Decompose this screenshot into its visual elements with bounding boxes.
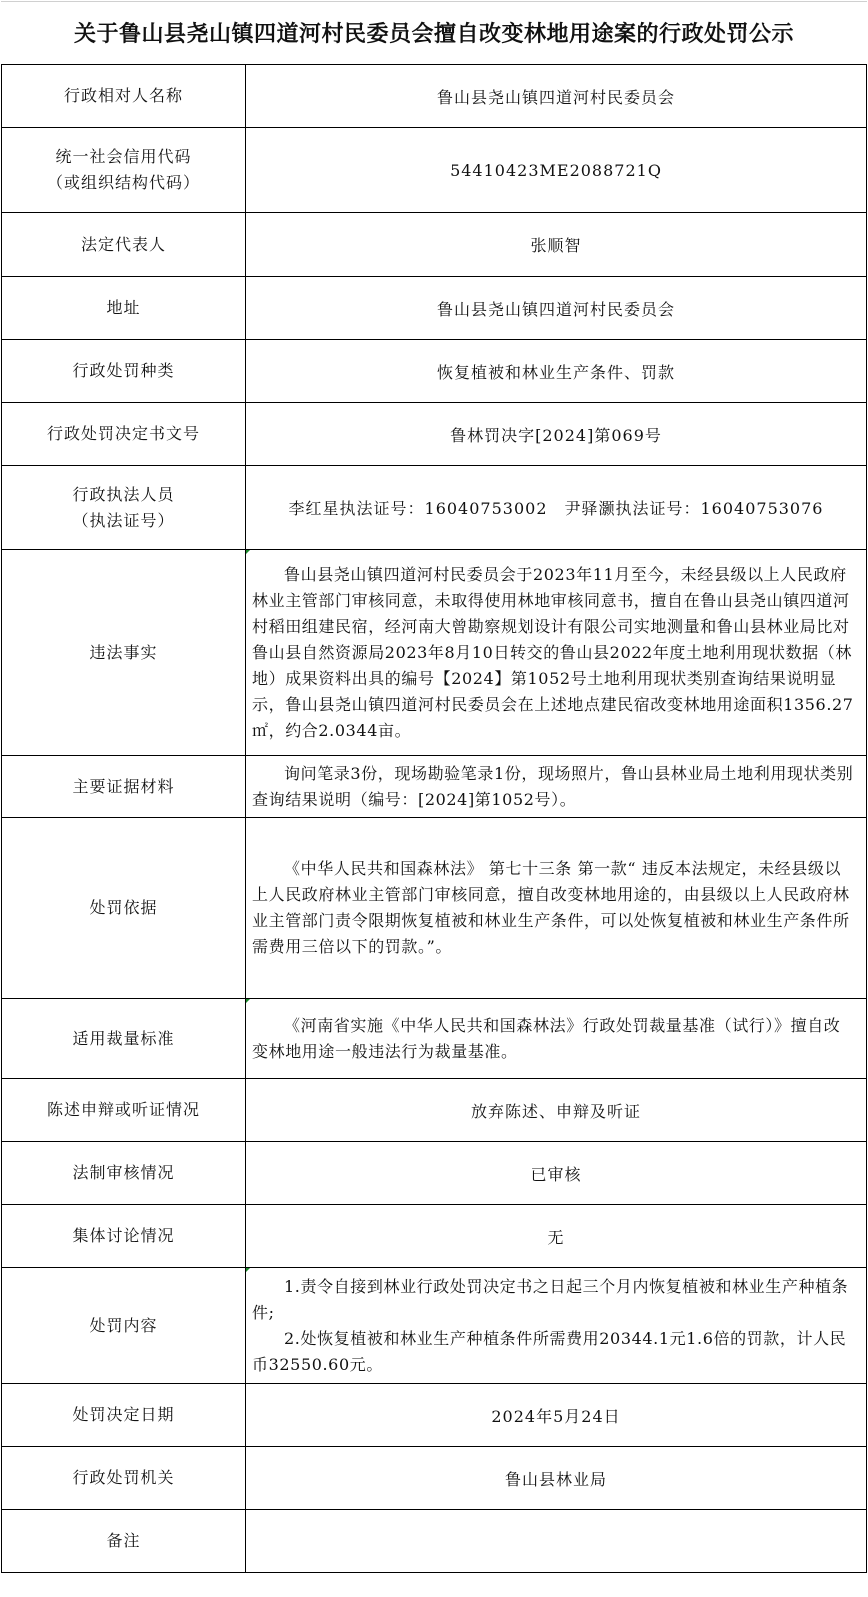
- label-remarks: 备注: [2, 1510, 246, 1573]
- value-basis: [246, 818, 867, 999]
- row-decision-number: [2, 403, 867, 466]
- label-officers: [2, 466, 246, 550]
- facts-text: 鲁山县尧山镇四道河村民委员会于2023年11月至今，未经县级以上人民政府林业主管部门审核同意，未取得使用林地审核同意书，擅自在鲁山县尧山镇四道河村稻田组建民宿，经河南大曾勘察规划设计有限公司实地测量和鲁山县林业局比对鲁山县自然资源局2023年8月10日转交的鲁山县2022年度土地利用现状数据（林地）成果资料出具的编号【2024】第1052号土地利用现状类别查询结果说明显示，鲁山县尧山镇四道河村民委员会在上述地点建民宿改变林地用途面积1356.27㎡，约合2.0344亩。: [252, 564, 854, 740]
- value-standard: [246, 999, 867, 1079]
- corner-mark: [246, 999, 250, 1003]
- row-credit-code: [2, 128, 867, 213]
- value-decision-number: 鲁林罚决字[2024]第069号: [246, 403, 867, 466]
- corner-mark: [246, 550, 250, 554]
- label-credit-code-line2: （或组织结构代码）: [46, 173, 200, 192]
- label-penalty-type: 行政处罚种类: [2, 340, 246, 403]
- label-standard: 适用裁量标准: [2, 999, 246, 1079]
- row-evidence: [2, 756, 867, 818]
- value-facts: [246, 550, 867, 756]
- penalty-info-table: [1, 64, 867, 1573]
- label-decision-number: 行政处罚决定书文号: [2, 403, 246, 466]
- value-hearing: 放弃陈述、申辩及听证: [246, 1079, 867, 1142]
- row-remarks: [2, 1510, 867, 1573]
- label-officers-line1: 行政执法人员: [72, 484, 175, 504]
- value-legal-review: 已审核: [246, 1142, 867, 1205]
- label-legal-rep: 法定代表人: [2, 213, 246, 277]
- row-legal-rep: [2, 213, 867, 277]
- basis-text: 《中华人民共和国森林法》 第七十三条 第一款“ 违反本法规定，未经县级以上人民政府林业主管部门审核同意，擅自改变林地用途的，由县级以上人民政府林业主管部门责令限期恢复植被和林业生产条件，可以处恢复植被和林业生产条件所需费用三倍以下的罚款。”。: [252, 859, 850, 956]
- value-authority: 鲁山县林业局: [246, 1447, 867, 1510]
- value-credit-code: 54410423ME2088721Q: [246, 128, 867, 213]
- row-party: [2, 65, 867, 128]
- value-decision-date: 2024年5月24日: [246, 1384, 867, 1447]
- label-decision-date: 处罚决定日期: [2, 1384, 246, 1447]
- label-legal-review: 法制审核情况: [2, 1142, 246, 1205]
- row-standard: [2, 999, 867, 1079]
- value-remarks: [246, 1510, 867, 1573]
- row-basis: [2, 818, 867, 999]
- label-basis: 处罚依据: [2, 818, 246, 999]
- value-evidence: [246, 756, 867, 818]
- row-discussion: [2, 1205, 867, 1268]
- value-legal-rep: 张顺智: [246, 213, 867, 277]
- corner-mark: [246, 1268, 250, 1272]
- label-penalty-content: 处罚内容: [2, 1268, 246, 1384]
- label-credit-code-line1: 统一社会信用代码: [55, 147, 192, 166]
- label-authority: 行政处罚机关: [2, 1447, 246, 1510]
- value-penalty-content: [246, 1268, 867, 1384]
- row-hearing: [2, 1079, 867, 1142]
- row-officers: [2, 466, 867, 550]
- row-decision-date: [2, 1384, 867, 1447]
- row-legal-review: [2, 1142, 867, 1205]
- label-party: 行政相对人名称: [2, 65, 246, 128]
- label-facts: 违法事实: [2, 550, 246, 756]
- row-authority: [2, 1447, 867, 1510]
- penalty-item-2: 2.处恢复植被和林业生产种植条件所需费用20344.1元1.6倍的罚款，计人民币32550.60元。: [252, 1328, 847, 1374]
- row-penalty-type: [2, 340, 867, 403]
- evidence-text: 询问笔录3份，现场勘验笔录1份，现场照片，鲁山县林业局土地利用现状类别查询结果说明（编号：[2024]第1052号）。: [252, 763, 854, 809]
- value-address: 鲁山县尧山镇四道河村民委员会: [246, 277, 867, 340]
- page-title: 关于鲁山县尧山镇四道河村民委员会擅自改变林地用途案的行政处罚公示: [1, 1, 867, 63]
- label-evidence: 主要证据材料: [2, 756, 246, 818]
- row-facts: [2, 550, 867, 756]
- value-penalty-type: 恢复植被和林业生产条件、罚款: [246, 340, 867, 403]
- label-credit-code: [2, 128, 246, 213]
- value-officers: 李红星执法证号：16040753002 尹驿灏执法证号：16040753076: [246, 466, 867, 550]
- value-discussion: 无: [246, 1205, 867, 1268]
- value-party: 鲁山县尧山镇四道河村民委员会: [246, 65, 867, 128]
- label-hearing: 陈述申辩或听证情况: [2, 1079, 246, 1142]
- penalty-item-1: 1.责令自接到林业行政处罚决定书之日起三个月内恢复植被和林业生产种植条件;: [252, 1276, 849, 1322]
- label-address: 地址: [2, 277, 246, 340]
- label-discussion: 集体讨论情况: [2, 1205, 246, 1268]
- row-penalty-content: [2, 1268, 867, 1384]
- label-officers-line2: （执法证号）: [72, 510, 175, 530]
- standard-text: 《河南省实施《中华人民共和国森林法》行政处罚裁量基准（试行）》擅自改变林地用途一般违法行为裁量基准。: [252, 1015, 841, 1061]
- row-address: [2, 277, 867, 340]
